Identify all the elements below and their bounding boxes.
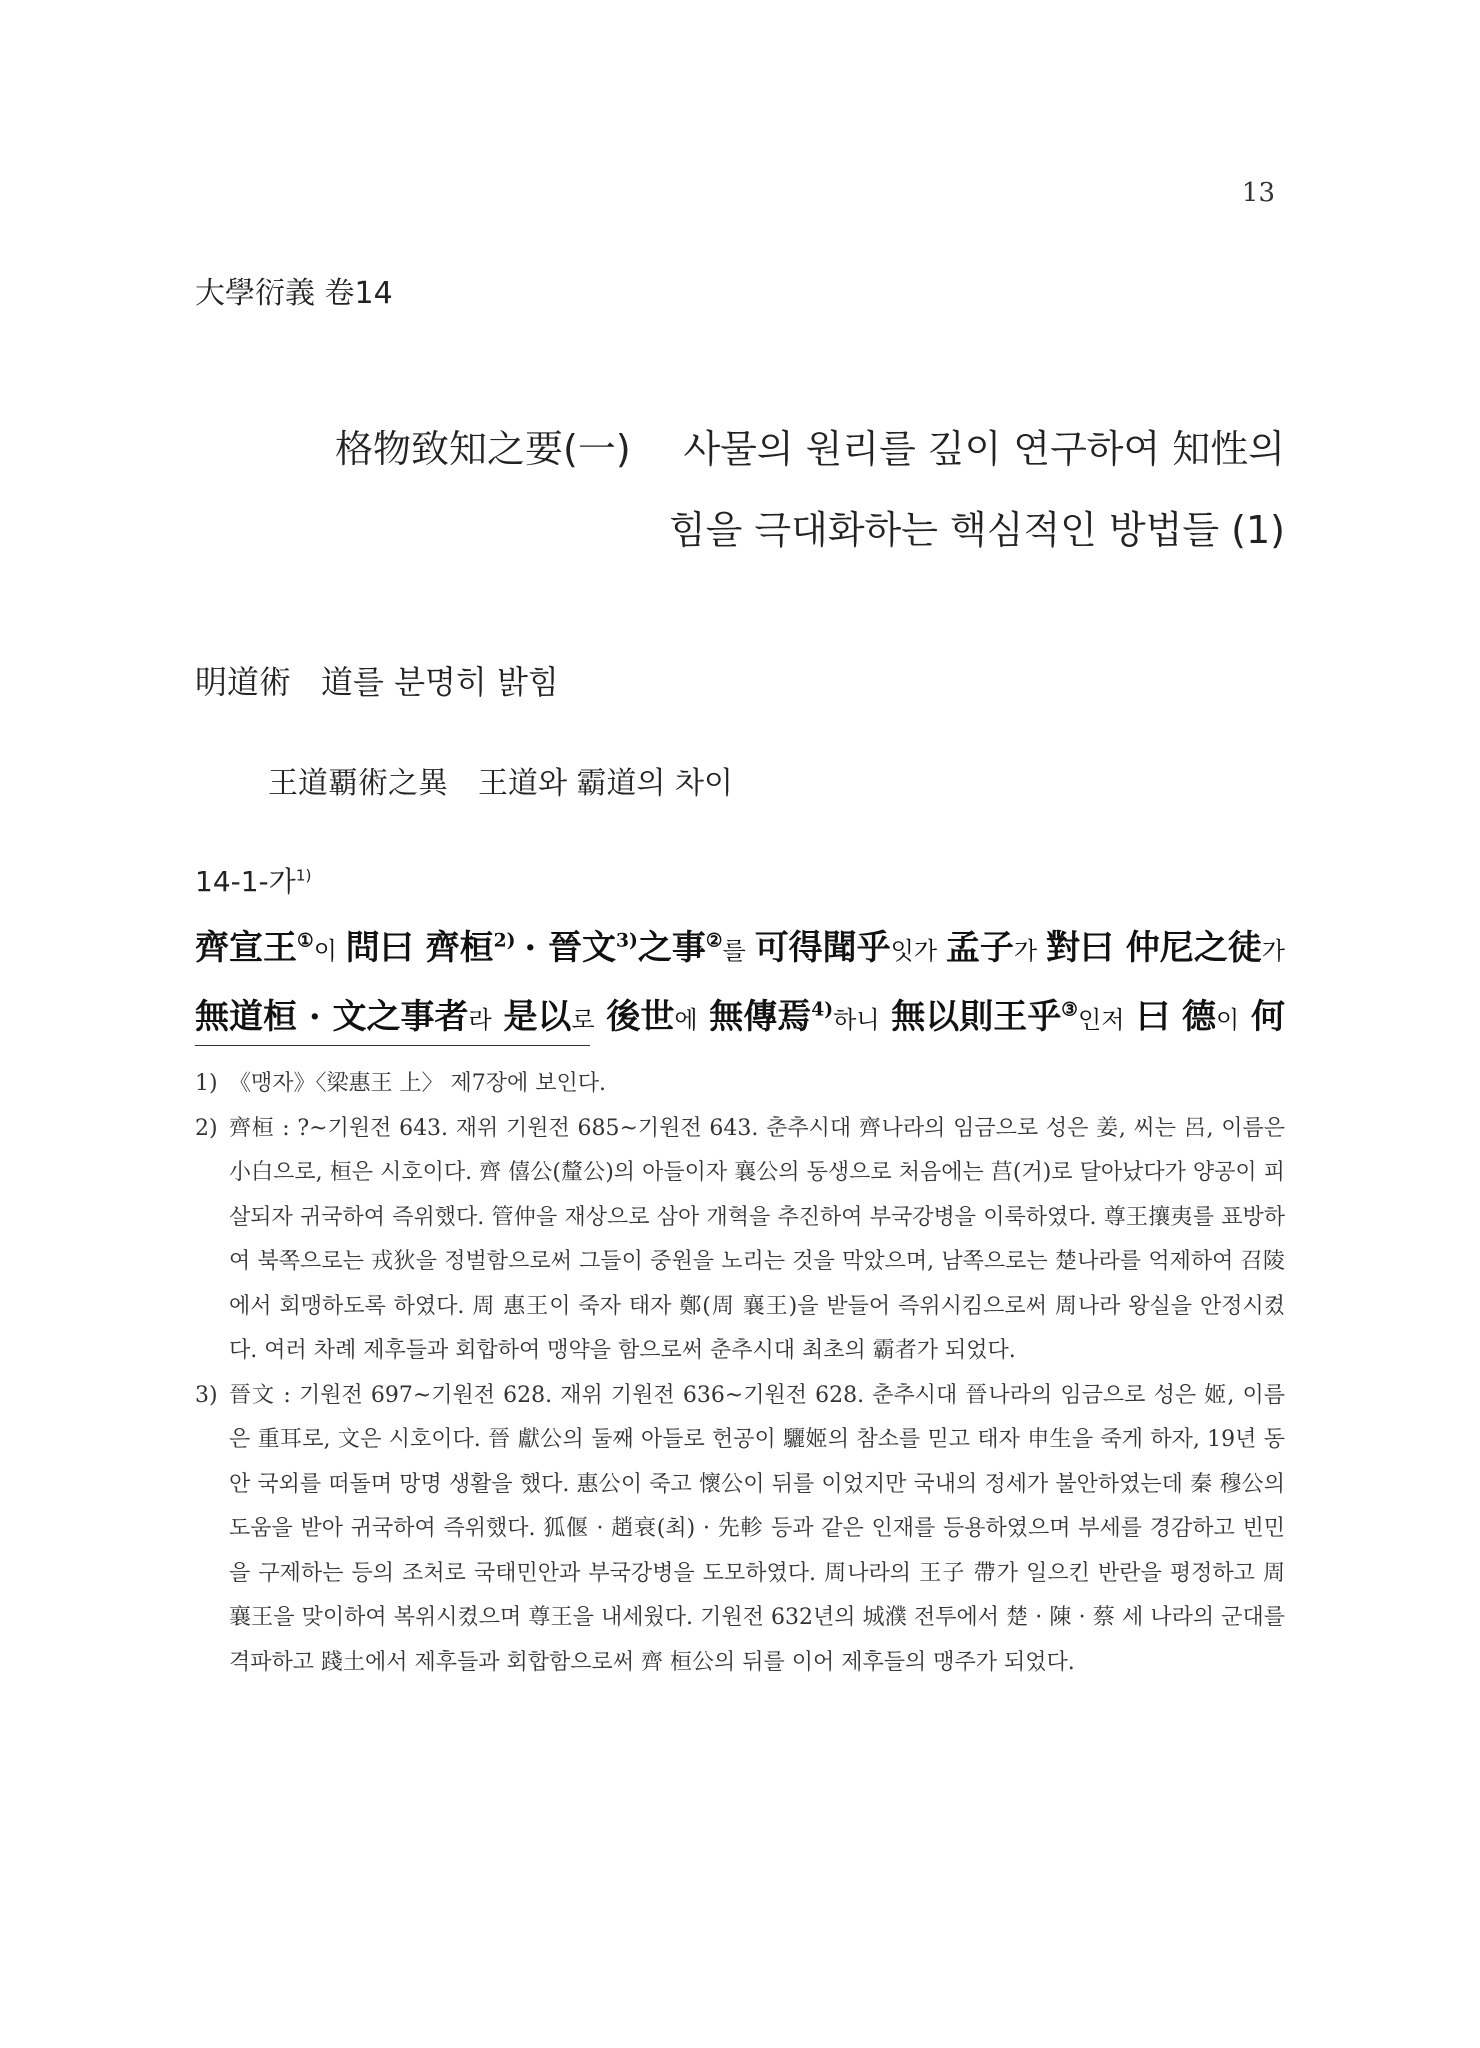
korean-particle: 하니 (833, 1006, 880, 1034)
chapter-title (335, 418, 1285, 554)
footnote-number: 2) (195, 1115, 218, 1141)
passage-text: · 晉文 (524, 928, 617, 968)
korean-particle: 이 (1215, 1006, 1240, 1034)
footnote-marker: 2) (493, 929, 516, 952)
footnote (195, 1374, 1285, 1686)
korean-particle: 로 (571, 1006, 595, 1034)
passage-segment (346, 915, 516, 984)
passage-text: 無道桓 · 文之事者 (195, 997, 469, 1037)
passage-segment (524, 915, 746, 984)
passage-text: 無以則王乎 (891, 997, 1062, 1037)
footnote-divider (195, 1045, 590, 1046)
passage-text: 是以 (503, 997, 572, 1037)
chapter-title-korean-line2: 힘을 극대화하는 핵심적인 방법들 (1) (668, 508, 1285, 552)
passage-line (195, 915, 1285, 984)
passage-text: 可得聞乎 (754, 928, 891, 968)
passage-text: 後世 (606, 997, 675, 1037)
passage-line (195, 984, 1285, 1053)
passage-segment (503, 984, 594, 1053)
passage-reference (195, 860, 312, 900)
classical-passage (195, 915, 1285, 1053)
passage-text: 之事 (637, 928, 706, 968)
section-heading-hanja: 明道術 (195, 663, 292, 701)
footnote-marker: 1) (295, 866, 312, 885)
annotation-marker: ① (297, 929, 314, 952)
passage-segment (709, 984, 879, 1053)
footnote (195, 1062, 1285, 1107)
korean-particle: 가 (1261, 937, 1285, 965)
footnote-marker: 3) (616, 929, 638, 952)
chapter-title-korean-line1: 사물의 원리를 깊이 연구하여 知性의 (683, 427, 1285, 471)
footnote (195, 1107, 1285, 1374)
footnote-marker: 4) (811, 998, 834, 1021)
subsection-heading (268, 758, 733, 802)
footnotes (195, 1062, 1285, 1685)
section-heading (195, 657, 559, 703)
korean-particle: 인저 (1078, 1006, 1125, 1034)
passage-segment (755, 915, 937, 984)
footnote-number: 3) (195, 1382, 218, 1408)
korean-particle: 라 (468, 1006, 492, 1034)
chapter-title-hanja: 格物致知之要(一) (335, 427, 631, 471)
section-heading-korean: 道를 분명히 밝힘 (321, 663, 559, 701)
korean-particle: 잇가 (890, 937, 938, 965)
passage-text: 曰 德 (1136, 997, 1216, 1037)
subsection-heading-korean: 王道와 霸道의 차이 (478, 766, 733, 801)
footnote-text: 晉文 : 기원전 697~기원전 628. 재위 기원전 636~기원전 628. 춘추시대 晉나라의 임금으로 성은 姬, 이름은 重耳로, 文은 시호이다. 晉 獻公의 둘째 아들로 헌공이 驪姬의 참소를 믿고 태자 申生을 죽게 하자, 19년 동안 국외를 떠돌며 망명 생활을 했다. 惠公이 죽고 懷公이 뒤를 이었지만 국내의 정세가 불안하였는데 秦 穆公의 도움을 받아 귀국하여 즉위했다. 狐偃 · 趙衰(최) · 先軫 등과 같은 인재를 등용하였으며 부세를 경감하고 빈민을 구제하는 등의 조처로 국태민안과 부국강병을 도모하였다. 周나라의 王子 帶가 일으킨 반란을 평정하고 周 襄王을 맞이하여 복위시켰으며 尊王을 내세웠다. 기원전 632년의 城濮 전투에서 楚 · 陳 · 蔡 세 나라의 군대를 격파하고 踐土에서 제후들과 회합함으로써 齊 桓公의 뒤를 이어 제후들의 맹주가 되었다. (229, 1382, 1285, 1675)
footnote-number: 1) (195, 1071, 218, 1096)
korean-particle: 가 (1013, 937, 1038, 965)
footnote-text: 《맹자》〈梁惠王 上〉 제7장에 보인다. (229, 1071, 606, 1096)
korean-particle: 를 (722, 937, 746, 965)
passage-text: 何 (1239, 997, 1285, 1037)
passage-segment (946, 915, 1037, 984)
annotation-marker: ② (705, 929, 723, 952)
passage-segment (1046, 915, 1285, 984)
footnote-text: 齊桓 : ?~기원전 643. 재위 기원전 685~기원전 643. 춘추시대 齊나라의 임금으로 성은 姜, 씨는 呂, 이름은 小白으로, 桓은 시호이다. 齊 僖公(釐公)의 아들이자 襄公의 동생으로 처음에는 莒(거)로 달아났다가 양공이 피살되자 귀국하여 즉위했다. 管仲을 재상으로 삼아 개혁을 추진하여 부국강병을 이룩하였다. 尊王攘夷를 표방하여 북쪽으로는 戎狄을 정벌함으로써 그들이 중원을 노리는 것을 막았으며, 남쪽으로는 楚나라를 억제하여 召陵에서 회맹하도록 하였다. 周 惠王이 죽자 태자 鄭(周 襄王)을 받들어 즉위시킴으로써 周나라 왕실을 안정시켰다. 여러 차례 제후들과 회합하여 맹약을 함으로써 춘추시대 최초의 霸者가 되었다. (229, 1115, 1285, 1363)
annotation-marker: ③ (1061, 998, 1079, 1021)
passage-segment (195, 915, 337, 984)
passage-text: 孟子 (945, 928, 1014, 968)
page-number: 13 (1241, 178, 1275, 208)
passage-segment (891, 984, 1124, 1053)
passage-text: 對曰 仲尼之徒 (1045, 928, 1262, 968)
passage-text: 齊宣王 (195, 928, 297, 968)
passage-segment (606, 984, 697, 1053)
passage-segment (195, 984, 492, 1053)
book-header: 大學衍義 卷14 (195, 276, 393, 311)
subsection-heading-hanja: 王道覇術之異 (268, 766, 448, 801)
passage-reference-id: 14-1-가 (195, 865, 296, 898)
korean-particle: 에 (674, 1006, 698, 1034)
passage-text: 無傳焉 (709, 997, 812, 1037)
korean-particle: 이 (313, 937, 337, 965)
passage-text: 問曰 齊桓 (345, 928, 494, 968)
passage-segment (1136, 984, 1285, 1053)
